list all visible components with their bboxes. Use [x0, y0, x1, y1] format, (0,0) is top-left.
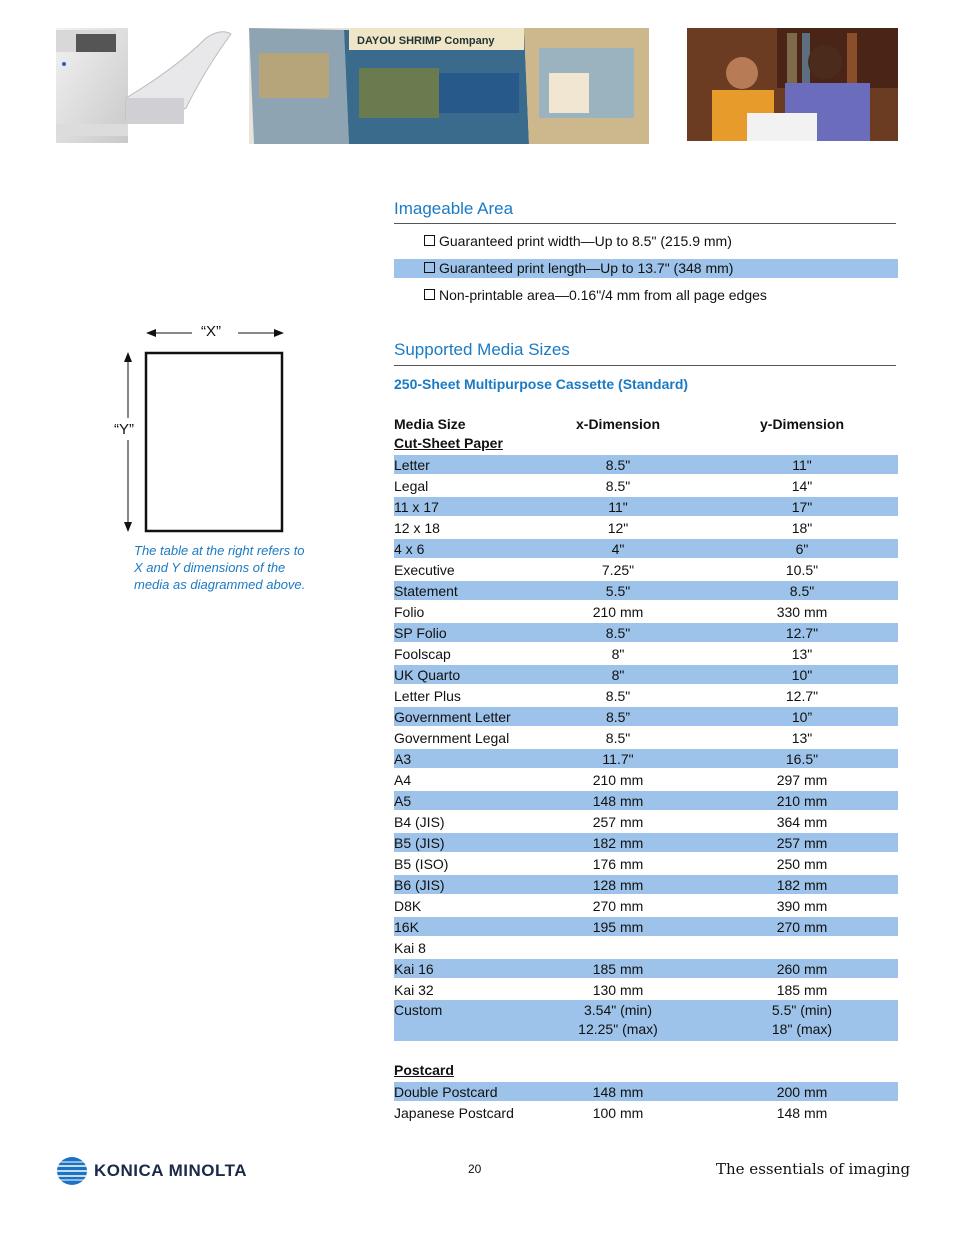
table-row: SP Folio 8.5" 12.7"	[394, 625, 819, 641]
svg-text:DAYOU SHRIMP Company: DAYOU SHRIMP Company	[357, 35, 495, 47]
media-name: B6 (JIS)	[394, 877, 445, 893]
media-name: Executive	[394, 562, 455, 578]
table-row: B6 (JIS) 128 mm 182 mm	[394, 877, 828, 893]
table-row: A4 210 mm 297 mm	[394, 772, 828, 788]
media-name: 4 x 6	[394, 541, 425, 557]
table-row: Kai 16 185 mm 260 mm	[394, 961, 828, 977]
media-name: 12 x 18	[394, 520, 440, 536]
page-number: 20	[468, 1162, 482, 1176]
spec-text: Guaranteed print length—Up to 13.7" (348 mm)	[439, 260, 734, 276]
table-row: UK Quarto 8" 10"	[394, 667, 813, 683]
media-name: Folio	[394, 604, 425, 620]
section-divider	[394, 365, 896, 366]
table-row: Folio 210 mm 330 mm	[394, 604, 828, 620]
people-photo	[687, 28, 898, 141]
spec-item	[424, 287, 767, 303]
diagram-caption: The table at the right refers to X and Y dimensions of the media as diagrammed above.	[134, 543, 306, 592]
group-cut-sheet: Cut-Sheet Paper	[394, 435, 503, 451]
media-name: A4	[394, 772, 412, 788]
table-row: 12.25" (max) 18" (max)	[578, 1021, 833, 1037]
header-media-size: Media Size	[394, 416, 466, 432]
konica-minolta-logo	[56, 1156, 256, 1186]
table-row: 11 x 17 11" 17"	[394, 499, 813, 515]
group-postcard: Postcard	[394, 1062, 454, 1078]
table-row: Executive 7.25" 10.5"	[394, 562, 819, 578]
table-row: Custom 3.54" (min) 5.5" (min)	[394, 1002, 833, 1018]
checkbox-bullet-icon	[424, 262, 435, 273]
media-name: B5 (JIS)	[394, 835, 445, 851]
media-name: SP Folio	[394, 625, 447, 641]
media-name: 11 x 17	[394, 499, 439, 515]
x-dimension-label: “X”	[201, 323, 221, 340]
checkbox-bullet-icon	[424, 235, 435, 246]
posters-photo	[249, 28, 649, 144]
table-row: 4 x 6 4" 6"	[394, 541, 809, 557]
table-row: Legal 8.5" 14"	[394, 478, 813, 494]
media-name: Japanese Postcard	[394, 1105, 514, 1121]
table-row: Letter Plus 8.5" 12.7"	[394, 688, 819, 704]
spec-item	[424, 260, 733, 276]
media-name: Kai 8	[394, 940, 426, 956]
media-name: Legal	[394, 478, 429, 494]
media-name: Double Postcard	[394, 1084, 498, 1100]
table-row: Letter 8.5" 11"	[394, 457, 812, 473]
cassette-subtitle: 250-Sheet Multipurpose Cassette (Standard)	[394, 376, 689, 392]
imageable-area-title: Imageable Area	[394, 199, 514, 218]
table-row	[394, 939, 898, 957]
table-row: 12 x 18 12" 18"	[394, 520, 813, 536]
table-row: 16K 195 mm 270 mm	[394, 919, 828, 935]
media-name: Letter	[394, 457, 430, 473]
media-name: Government Legal	[394, 730, 510, 746]
media-name: A5	[394, 793, 412, 809]
media-name: B5 (ISO)	[394, 856, 449, 872]
spec-text: Non-printable area—0.16"/4 mm from all page edges	[439, 287, 767, 303]
spec-text: Guaranteed print width—Up to 8.5" (215.9 mm)	[439, 233, 732, 249]
table-row: A5 148 mm 210 mm	[394, 793, 828, 809]
tagline: The essentials of imaging	[716, 1160, 911, 1178]
media-name: Kai 16	[394, 961, 434, 977]
checkbox-bullet-icon	[424, 289, 435, 300]
table-row: Government Letter 8.5” 10”	[394, 709, 813, 725]
media-name: UK Quarto	[394, 667, 461, 683]
spec-item	[424, 233, 732, 249]
media-name: Foolscap	[394, 646, 451, 662]
media-name: D8K	[394, 898, 422, 914]
table-row: Statement 5.5" 8.5"	[394, 583, 815, 599]
table-row: B4 (JIS) 257 mm 364 mm	[394, 814, 828, 830]
table-row: B5 (ISO) 176 mm 250 mm	[394, 856, 828, 872]
globe-icon	[56, 1156, 88, 1186]
media-name: Letter Plus	[394, 688, 461, 704]
media-name: B4 (JIS)	[394, 814, 445, 830]
table-row: B5 (JIS) 182 mm 257 mm	[394, 835, 828, 851]
table-row: Kai 32 130 mm 185 mm	[394, 982, 828, 998]
brand-name: KONICA MINOLTA	[94, 1161, 248, 1180]
table-row: Government Legal 8.5" 13"	[394, 730, 813, 746]
media-name: Kai 32	[394, 982, 434, 998]
media-name: Government Letter	[394, 709, 511, 725]
table-row: D8K 270 mm 390 mm	[394, 898, 828, 914]
table-row: A3 11.7" 16.5"	[394, 751, 819, 767]
media-sizes-title: Supported Media Sizes	[394, 340, 570, 359]
media-name: 16K	[394, 919, 419, 935]
media-name: Custom	[394, 1002, 443, 1018]
table-row: Japanese Postcard 100 mm 148 mm	[394, 1105, 828, 1121]
y-dimension-label: “Y”	[114, 421, 134, 438]
table-row: Foolscap 8" 13"	[394, 646, 813, 662]
media-name: Statement	[394, 583, 458, 599]
table-row: Double Postcard 148 mm 200 mm	[394, 1084, 828, 1100]
table-header: Media Size x-Dimension y-Dimension	[394, 416, 845, 432]
printer-photo	[56, 28, 236, 143]
media-name: A3	[394, 751, 412, 767]
section-divider	[394, 223, 896, 224]
